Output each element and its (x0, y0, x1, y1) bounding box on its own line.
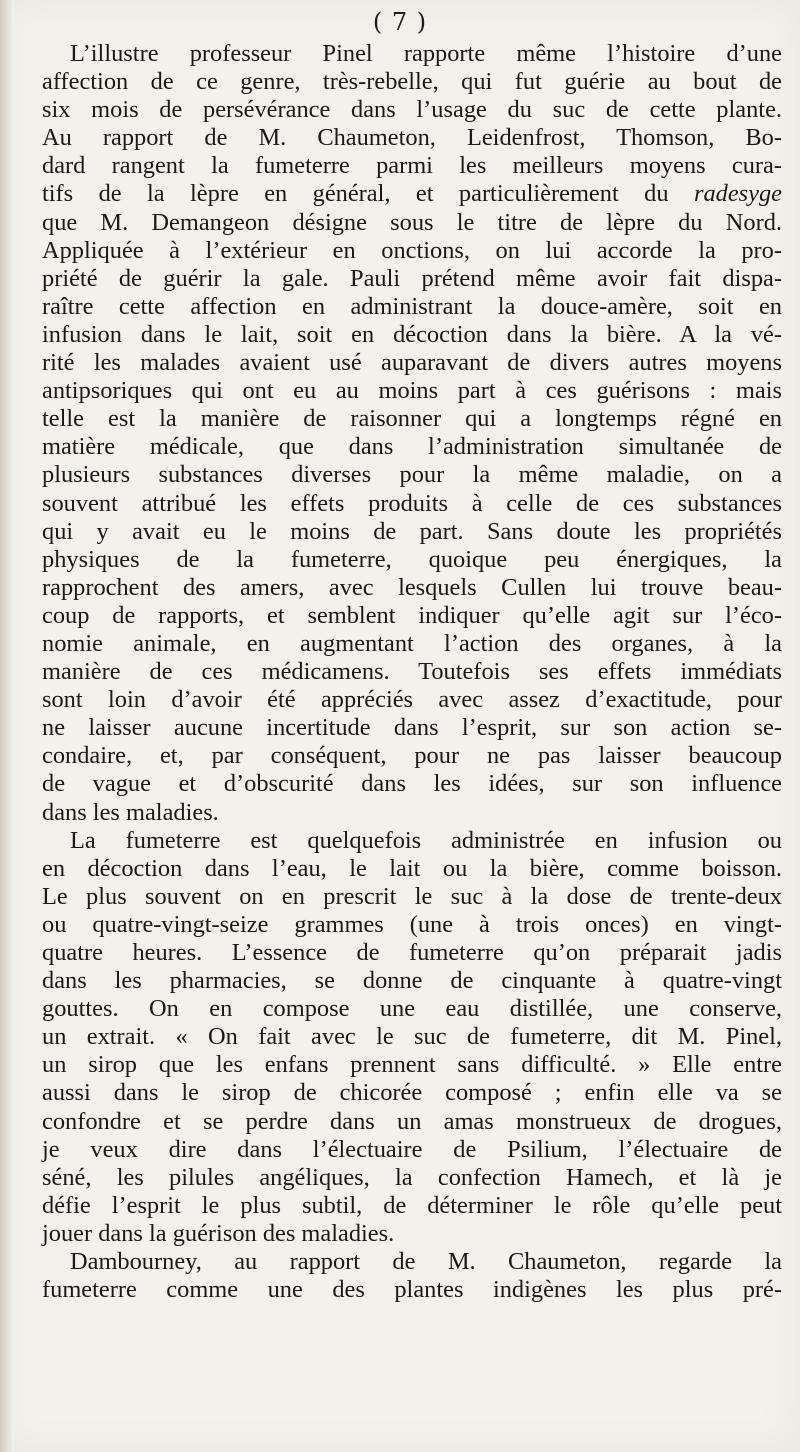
text-line: manière de ces médicamens. Toutefois ses effets immédiats (42, 658, 782, 686)
page-number: ( 7 ) (372, 8, 428, 36)
text-line: priété de guérir la gale. Pauli prétend même avoir fait dispa- (42, 264, 782, 292)
body-text (42, 40, 782, 1304)
text-line: fumeterre comme une des plantes indigènes les plus pré- (42, 1276, 782, 1304)
text-line: Appliquée à l’extérieur en onctions, on lui accorde la pro- (42, 236, 782, 264)
text-line: qui y avait eu le moins de part. Sans doute les propriétés (42, 517, 782, 545)
text-line: nomie animale, en augmentant l’action des organes, à la (42, 629, 782, 657)
text-line: Dambourney, au rapport de M. Chaumeton, regarde la (70, 1248, 782, 1276)
text-line: dans les maladies. (42, 798, 219, 826)
text-line: antipsoriques qui ont eu au moins part à ces guérisons : mais (42, 377, 782, 405)
text-line: séné, les pilules angéliques, la confection Hamech, et là je (42, 1163, 782, 1191)
text-line: La fumeterre est quelquefois administrée en infusion ou (70, 826, 782, 854)
italic-term: radesyge (693, 180, 782, 208)
text-line: gouttes. On en compose une eau distillée, une conserve, (42, 995, 782, 1023)
text-line: Au rapport de M. Chaumeton, Leidenfrost, Thomson, Bo- (42, 124, 782, 152)
text-line: sont loin d’avoir été appréciés avec assez d’exactitude, pour (42, 686, 782, 714)
text-line: rité les malades avaient usé auparavant de divers autres moyens (42, 349, 782, 377)
text-line: matière médicale, que dans l’administration simultanée de (42, 433, 782, 461)
text-line: je veux dire dans l’électuaire de Psilium, l’électuaire de (42, 1135, 782, 1163)
text-line: confondre et se perdre dans un amas monstrueux de drogues, (42, 1107, 782, 1135)
text-line: affection de ce genre, très-rebelle, qui fut guérie au bout de (42, 68, 782, 96)
text-line: en décoction dans l’eau, le lait ou la bière, comme boisson. (42, 854, 782, 882)
text-line: défie l’esprit le plus subtil, de déterminer le rôle qu’elle peut (42, 1191, 782, 1219)
paragraph-1 (42, 40, 782, 827)
text-line: souvent attribué les effets produits à celle de ces substances (42, 489, 782, 517)
text-line: ne laisser aucune incertitude dans l’esprit, sur son action se- (42, 714, 782, 742)
text-line: infusion dans le lait, soit en décoction dans la bière. A la vé- (42, 320, 782, 348)
text-line: condaire, et, par conséquent, pour ne pas laisser beaucoup (42, 742, 782, 770)
page-gutter-shadow (0, 0, 14, 1452)
text-line: ou quatre-vingt-seize grammes (une à trois onces) en vingt- (42, 910, 782, 938)
text-line: physiques de la fumeterre, quoique peu énergiques, la (42, 545, 782, 573)
text-line: jouer dans la guérison des maladies. (42, 1219, 395, 1247)
text-line: raître cette affection en administrant la douce-amère, soit en (42, 292, 782, 320)
text-line: six mois de persévérance dans l’usage du suc de cette plante. (42, 96, 782, 124)
paragraph-2 (42, 827, 782, 1248)
text-line: L’illustre professeur Pinel rapporte même l’histoire d’une (70, 40, 782, 67)
text-line (42, 180, 782, 208)
text-line-start: tifs de la lèpre en général, et particulièrement du (42, 180, 694, 208)
text-line: un sirop que les enfans prennent sans difficulté. » Elle entre (42, 1051, 782, 1079)
text-line: de vague et d’obscurité dans les idées, sur son influence (42, 770, 782, 798)
text-line: dans les pharmacies, se donne de cinquante à quatre-vingt (42, 967, 782, 995)
text-line: un extrait. « On fait avec le suc de fumeterre, dit M. Pinel, (42, 1023, 782, 1051)
text-line: dard rangent la fumeterre parmi les meilleurs moyens cura- (42, 152, 782, 180)
paragraph-3 (42, 1248, 782, 1304)
text-line: plusieurs substances diverses pour la même maladie, on a (42, 461, 782, 489)
text-line: coup de rapports, et semblent indiquer qu’elle agit sur l’éco- (42, 601, 782, 629)
text-line: telle est la manière de raisonner qui a longtemps régné en (42, 405, 782, 433)
text-line: Le plus souvent on en prescrit le suc à la dose de trente-deux (42, 882, 782, 910)
text-line: quatre heures. L’essence de fumeterre qu’on préparait jadis (42, 939, 782, 966)
text-line: aussi dans le sirop de chicorée composé ; enfin elle va se (42, 1079, 782, 1107)
text-line: que M. Demangeon désigne sous le titre de lèpre du Nord. (42, 208, 782, 236)
text-line: rapprochent des amers, avec lesquels Cullen lui trouve beau- (42, 573, 782, 601)
